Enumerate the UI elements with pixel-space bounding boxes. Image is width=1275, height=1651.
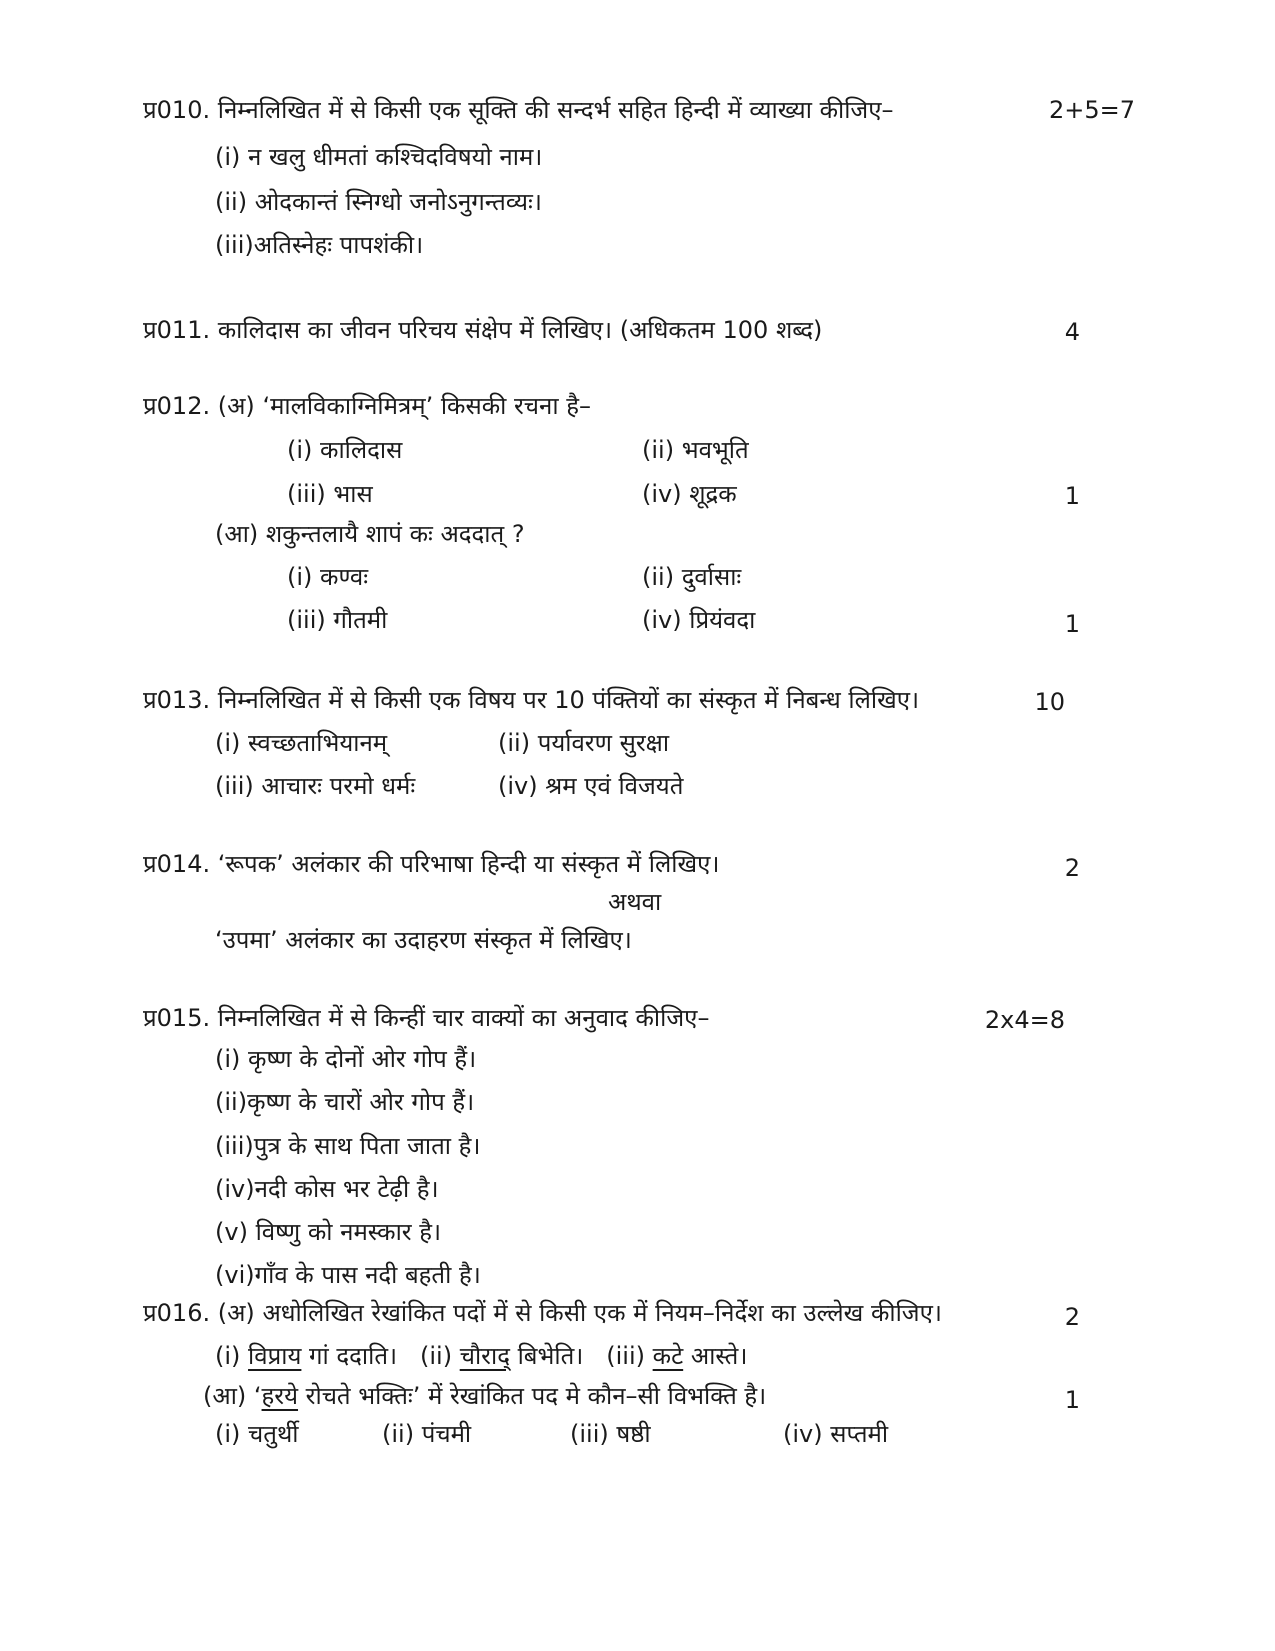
q16b-underlined: हरये [261, 1382, 299, 1410]
q13-option-3: (iii) आचारः परमो धर्मः [215, 772, 416, 800]
q15-item-4 [215, 1175, 439, 1204]
q16a-part-3-underlined: कटे [652, 1342, 684, 1370]
q16a-part-1-underlined: विप्राय [248, 1342, 302, 1370]
q12b-option-3: (iii) गौतमी [287, 606, 388, 634]
q15-item-2-text: कृष्ण के चारों ओर गोप हैं। [247, 1088, 475, 1116]
q12a-option-4: (iv) शूद्रक [642, 480, 737, 508]
q16a-text: अधोलिखित रेखांकित पदों में से किसी एक में नियम–निर्देश का उल्लेख कीजिए। [262, 1299, 942, 1327]
q13-line [143, 686, 919, 715]
q10-item-3-label: (iii) [215, 231, 254, 259]
q16a-part-3-label: (iii) [606, 1342, 645, 1370]
q16a-part-2-label: (ii) [420, 1342, 453, 1370]
q15-item-1-text: कृष्ण के दोनों ओर गोप हैं। [248, 1045, 477, 1073]
q10-item-3-text: अतिस्नेहः पापशंकी। [253, 231, 424, 259]
q15-item-6-text: गाँव के पास नदी बहती है। [254, 1261, 481, 1289]
q12a-label: (अ) [217, 392, 255, 420]
q12b-option-2: (ii) दुर्वासाः [642, 563, 742, 591]
q12a-option-2: (ii) भवभूति [642, 436, 749, 464]
q13-option-1: (i) स्वच्छताभियानम् [215, 729, 388, 757]
q12a-text: ‘मालविकाग्निमित्रम्’ किसकी रचना है– [262, 392, 591, 420]
q15-item-3 [215, 1132, 480, 1161]
q16b-marks: 1 [1064, 1386, 1080, 1414]
q16b-option-2: (ii) पंचमी [382, 1420, 472, 1448]
q15-item-4-label: (iv) [215, 1175, 255, 1203]
q14-text: ‘रूपक’ अलंकार की परिभाषा हिन्दी या संस्कृत में लिखिए। [217, 850, 720, 878]
q11-line [143, 316, 822, 345]
q15-number: प्र015. [143, 1004, 211, 1032]
q15-item-1-label: (i) [215, 1045, 241, 1073]
q15-item-3-text: पुत्र के साथ पिता जाता है। [253, 1132, 481, 1160]
q16b-option-3: (iii) षष्ठी [570, 1420, 651, 1448]
q10-number: प्र010. [143, 96, 211, 124]
q10-text: निम्नलिखित में से किसी एक सूक्ति की सन्दर्भ सहित हिन्दी में व्याख्या कीजिए– [217, 96, 894, 124]
q13-option-2: (ii) पर्यावरण सुरक्षा [498, 729, 670, 757]
q15-item-6-label: (vi) [215, 1261, 255, 1289]
q16b-text: रोचते भक्तिः’ में रेखांकित पद मे कौन–सी विभक्ति है। [298, 1382, 767, 1410]
q13-marks: 10 [1034, 688, 1065, 716]
q14-line [143, 850, 720, 879]
q10-item-1 [215, 143, 542, 172]
q11-marks: 4 [1064, 318, 1080, 346]
q10-item-1-text: न खलु धीमतां कश्चिदविषयो नाम। [248, 143, 543, 171]
q16a-part-1-rest: गां ददाति। [309, 1342, 398, 1370]
q14-alt: ‘उपमा’ अलंकार का उदाहरण संस्कृत में लिखिए। [215, 926, 632, 954]
q12a-option-1: (i) कालिदास [287, 436, 403, 464]
q12b-option-4: (iv) प्रियंवदा [642, 606, 756, 634]
q15-item-2-label: (ii) [215, 1088, 248, 1116]
q16a-label: (अ) [217, 1299, 255, 1327]
q12b-label: (आ) [215, 520, 259, 548]
q10-marks: 2+5=7 [1048, 96, 1135, 124]
q14-number: प्र014. [143, 850, 211, 878]
q16b-option-1: (i) चतुर्थी [215, 1420, 299, 1448]
q13-option-4: (iv) श्रम एवं विजयते [498, 772, 684, 800]
q15-item-3-label: (iii) [215, 1132, 254, 1160]
q16a-parts [215, 1342, 747, 1371]
q12b-line [215, 520, 525, 549]
q12b-marks: 1 [1064, 610, 1080, 638]
q16b-quote: ‘ [253, 1382, 262, 1410]
q10-item-2-text: ओदकान्तं स्निग्धो जनोऽनुगन्तव्यः। [254, 188, 542, 216]
q16b-option-4: (iv) सप्तमी [783, 1420, 889, 1448]
q15-item-1 [215, 1045, 476, 1074]
q11-number: प्र011. [143, 316, 211, 344]
q10-line [143, 96, 894, 125]
q16a-part-2-rest: बिभेति। [517, 1342, 584, 1370]
q12-number: प्र012. [143, 392, 211, 420]
q15-item-5-text: विष्णु को नमस्कार है। [255, 1218, 442, 1246]
q15-item-6 [215, 1261, 481, 1290]
q13-text: निम्नलिखित में से किसी एक विषय पर 10 पंक्तियों का संस्कृत में निबन्ध लिखिए। [217, 686, 920, 714]
q16b-line [203, 1382, 766, 1411]
q16-number: प्र016. [143, 1299, 211, 1327]
q15-item-2 [215, 1088, 474, 1117]
q15-text: निम्नलिखित में से किन्हीं चार वाक्यों का अनुवाद कीजिए– [217, 1004, 710, 1032]
q15-item-5-label: (v) [215, 1218, 248, 1246]
q16a-part-1-label: (i) [215, 1342, 241, 1370]
q16a-part-2-underlined: चौराद् [459, 1342, 510, 1370]
q15-item-5 [215, 1218, 441, 1247]
q13-number: प्र013. [143, 686, 211, 714]
q10-item-2 [215, 188, 542, 217]
q14-marks: 2 [1064, 854, 1080, 882]
q15-marks: 2x4=8 [984, 1006, 1065, 1034]
q16a-marks: 2 [1064, 1303, 1080, 1331]
q11-text: कालिदास का जीवन परिचय संक्षेप में लिखिए। (अधिकतम 100 शब्द) [217, 316, 823, 344]
q14-or: अथवा [608, 888, 662, 916]
q10-item-1-label: (i) [215, 143, 241, 171]
q10-item-2-label: (ii) [215, 188, 248, 216]
q16-line [143, 1299, 942, 1328]
q12-line [143, 392, 591, 421]
q15-item-4-text: नदी कोस भर टेढ़ी है। [254, 1175, 439, 1203]
q12a-option-3: (iii) भास [287, 480, 373, 508]
q12b-text: शकुन्तलायै शापं कः अददात् ? [265, 520, 525, 548]
q16a-part-3-rest: आस्ते। [690, 1342, 748, 1370]
q10-item-3 [215, 231, 423, 260]
q12a-marks: 1 [1064, 482, 1080, 510]
q16b-label: (आ) [203, 1382, 247, 1410]
q12b-option-1: (i) कण्वः [287, 563, 369, 591]
q15-line [143, 1004, 709, 1033]
